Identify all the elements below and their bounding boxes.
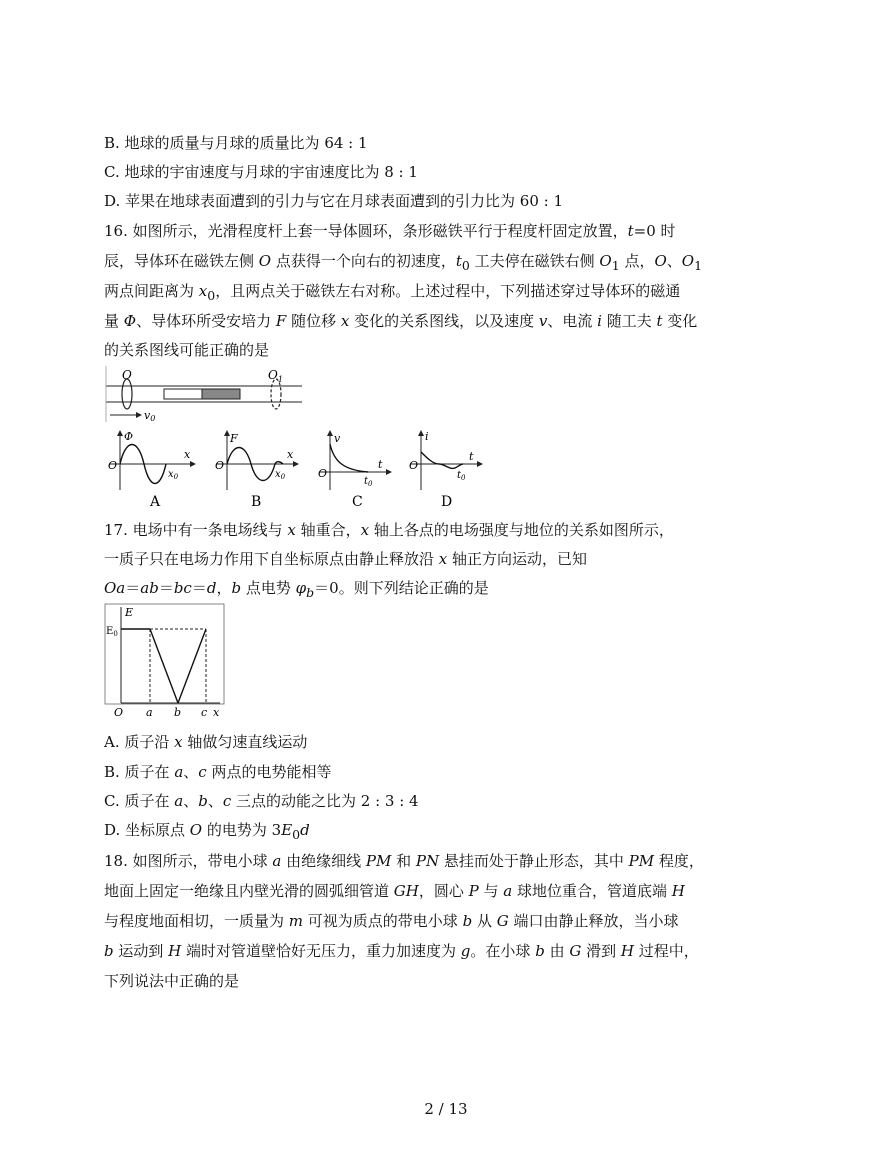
q15-option-b: B. 地球的质量与月球的质量比为 64 : 1: [104, 134, 368, 152]
q17-stem-line-2: 一质子只在电场力作用下自坐标原点由静止释放沿 x 轴正方向运动，已知: [104, 550, 588, 568]
svg-text:c: c: [201, 706, 208, 719]
svg-text:O: O: [409, 459, 419, 472]
svg-text:b: b: [174, 706, 182, 719]
q17-stem-line-3: Oa＝ab＝bc＝d，b 点电势 $\varphi_b=0$。则下列结论正确的是: [104, 579, 489, 600]
q16-graph-d: [405, 428, 485, 510]
q18-stem-line-3: 与程度地面相切，一质量为 m 可视为质点的带电小球 b 从 G 端口由静止释放，当小球: [104, 912, 679, 930]
bar-magnet-left-half: [164, 389, 202, 399]
label-a: A: [150, 494, 161, 510]
svg-text:x: x: [287, 448, 294, 461]
q17-option-a: A. 质子沿 x 轴做匀速直线运动: [104, 733, 308, 751]
svg-text:v0: v0: [144, 409, 156, 423]
label-b: B: [251, 494, 262, 510]
label-d: D: [441, 494, 453, 510]
svg-text:E0: $E_0$: [106, 626, 118, 638]
svg-text:x: x: [184, 448, 191, 461]
svg-text:a: a: [146, 706, 153, 719]
q17-option-c: C. 质子在 a、b、c 三点的动能之比为 2 : 3 : 4: [104, 792, 419, 810]
q16-stem-line-3: 两点间距离为 $x_0$，且两点关于磁铁左右对称。上述过程中，下列描述穿过导体环的磁通: [104, 282, 681, 303]
q16-stem-line-1: 16. 如图所示，光滑程度杆上套一导体圆环，条形磁铁平行于程度杆固定放置，t=0 时: [104, 222, 676, 240]
svg-text:t0: $t_0$: [457, 470, 466, 482]
q16-graph-a: [104, 428, 198, 510]
q16-graph-c: [314, 428, 394, 510]
svg-text:x0: $x_0$: [168, 469, 179, 481]
bar-magnet-right-half: [202, 389, 240, 399]
q16-stem-line-5: 的关系图线可能正确的是: [104, 341, 270, 359]
svg-text:O: O: [114, 706, 124, 719]
q16-stem-line-2: 辰，导体环在磁铁左侧 O 点获得一个向右的初速度，$t_0$ 工夫停在磁铁右侧 $O_1$ 点，O、$O_1$: [104, 252, 703, 273]
q17-option-b: B. 质子在 a、c 两点的电势能相等: [104, 763, 332, 781]
q17-stem-line-1: 17. 电场中有一条电场线与 x 轴重合，x 轴上各点的电场强度与地位的关系如图所示，: [104, 521, 674, 539]
q18-stem-line-2: 地面上固定一绝缘且内壁光滑的圆弧细管道 GH，圆心 P 与 a 球地位重合，管道底端 H: [104, 882, 685, 900]
q17-field-figure: [104, 603, 226, 721]
svg-text:O1: $O_1$: [268, 368, 283, 384]
svg-text:t: t: [469, 450, 474, 463]
label-c: C: [352, 494, 363, 510]
q16-stem-line-4: 量 Φ、导体环所受安培力 F 随位移 x 变化的关系图线，以及速度 v、电流 i 随工夫 t 变化: [104, 312, 698, 330]
svg-text:v: v: [334, 432, 341, 445]
q18-stem-line-1: 18. 如图所示，带电小球 a 由绝缘细线 PM 和 PN 悬挂而处于静止形态，其中 PM 程度，: [104, 852, 704, 870]
svg-text:t: t: [378, 458, 383, 471]
svg-text:O: O: [122, 368, 132, 382]
q18-stem-line-4: b 运动到 H 端时对管道壁恰好无压力，重力加速度为 g。在小球 b 由 G 滑到 H 过程中，: [104, 942, 699, 960]
page-number: 2 / 13: [424, 1100, 468, 1118]
svg-text:x: x: [213, 706, 220, 719]
svg-text:E: E: [125, 606, 134, 619]
q16-graph-b: [211, 428, 305, 510]
q16-apparatus-figure: [104, 366, 304, 424]
conducting-ring-left: [122, 379, 132, 409]
svg-text:O: O: [215, 459, 225, 472]
q15-option-c: C. 地球的宇宙速度与月球的宇宙速度比为 8 : 1: [104, 163, 418, 181]
svg-text:x0: $x_0$: [275, 469, 286, 481]
q17-option-d: D. 坐标原点 O 的电势为 $3E_0d$: [104, 821, 310, 842]
svg-text:Φ: Φ: [124, 430, 134, 443]
q18-stem-line-5: 下列说法中正确的是: [104, 972, 240, 990]
q15-option-d: D. 苹果在地球表面遭到的引力与它在月球表面遭到的引力比为 60 : 1: [104, 192, 564, 210]
svg-text:O: O: [318, 467, 328, 480]
svg-text:F: F: [230, 432, 238, 445]
svg-text:O: O: [108, 459, 118, 472]
svg-text:i: i: [425, 430, 429, 443]
svg-text:t0: $t_0$: [364, 476, 373, 488]
